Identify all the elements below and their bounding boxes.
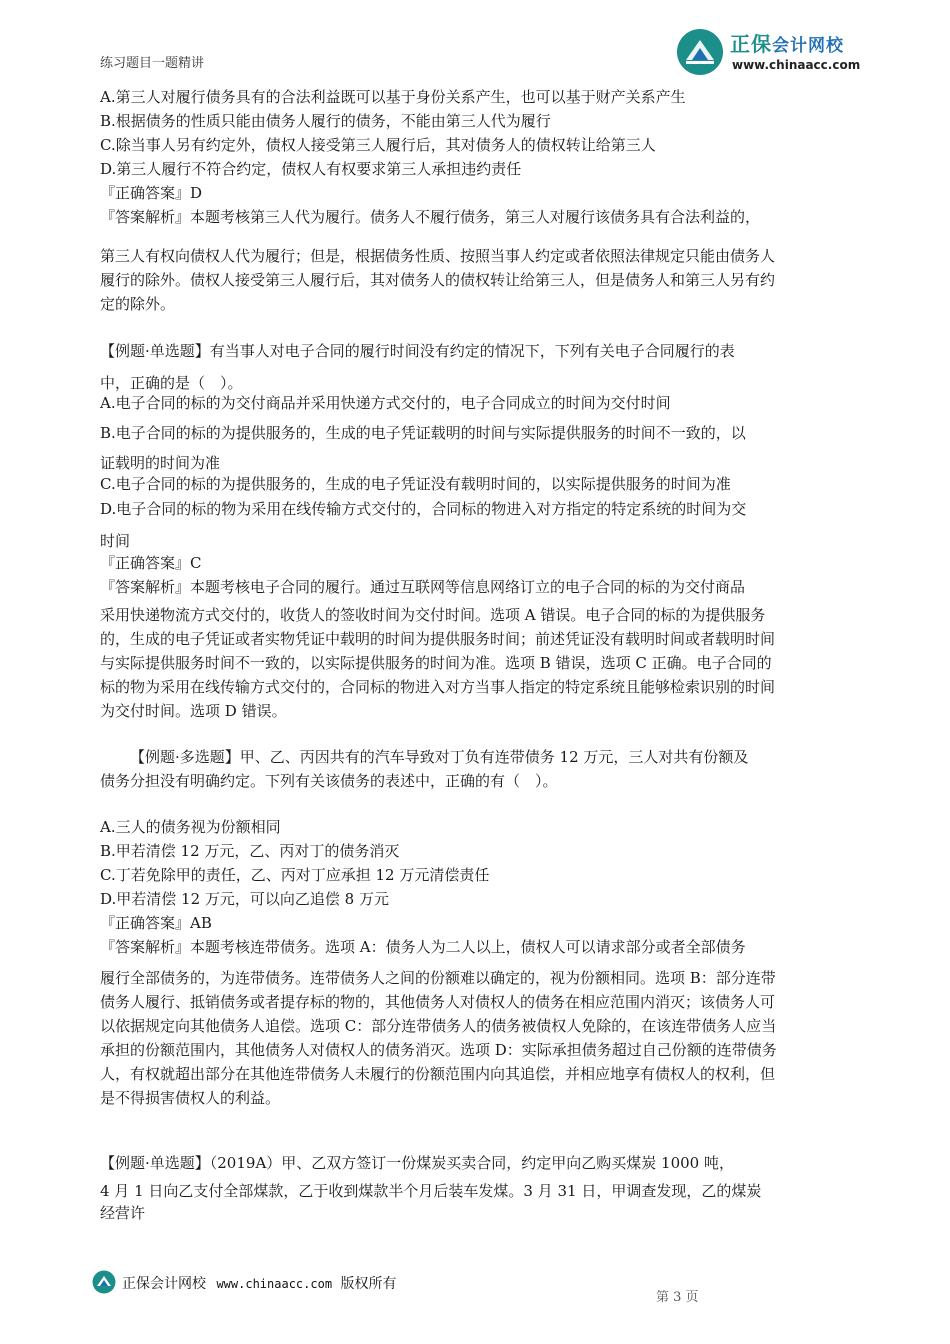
- q2-stem-clipped: 【例题·单选题】有当事人对电子合同的履行时间没有约定的情况下，下列有关电子合同履行的表: [100, 342, 735, 360]
- q3-analysis: [100, 966, 860, 1110]
- q2-analysis-line: 为交付时间。选项 D 错误。: [100, 702, 287, 720]
- footer-brand: 正保会计网校: [122, 1276, 206, 1292]
- q2-option-d-clipped: D.电子合同的标的物为采用在线传输方式交付的，合同标的物进入对方指定的特定系统的时间为交: [100, 500, 747, 518]
- q1-option-b: B.根据债务的性质只能由债务人履行的债务，不能由第三人代为履行: [100, 112, 551, 130]
- q2-option-a-clipped: A.电子合同的标的为交付商品并采用快递方式交付的，电子合同成立的时间为交付时间: [100, 394, 671, 412]
- q2-analysis-clipped: 『答案解析』本题考核电子合同的履行。通过互联网等信息网络订立的电子合同的标的为交付商品: [100, 578, 746, 596]
- footer: [92, 1270, 512, 1296]
- q4-stem-clipped: 【例题·单选题】（2019A）甲、乙双方签订一份煤炭买卖合同，约定甲向乙购买煤炭 1000 吨，: [100, 1154, 734, 1172]
- q1-option-a: A.第三人对履行债务具有的合法利益既可以基于身份关系产生，也可以基于财产关系产生: [100, 88, 686, 106]
- q2-analysis-line: 标的物为采用在线传输方式交付的，合同标的物进入对方当事人指定的特定系统且能够检索识别的时间: [100, 678, 776, 696]
- q2-answer-clipped: 『正确答案』C: [100, 554, 202, 572]
- footer-logo-icon: [92, 1270, 116, 1294]
- q4-line3-clipped: 经营许: [100, 1204, 146, 1222]
- q3-stem: [100, 745, 860, 793]
- q3-analysis-first: 『答案解析』本题考核连带债务。选项 A：债务人为二人以上，债权人可以请求部分或者全部债务: [100, 938, 746, 956]
- q3-analysis-line: 债务人履行、抵销债务或者提存标的物的，其他债务人对债权人的债务在相应范围内消灭；该债务人可: [100, 993, 776, 1011]
- q3-analysis-line: 履行全部债务的，为连带债务。连带债务人之间的份额难以确定的，视为份额相同。选项 B：部分连带: [100, 969, 776, 987]
- q2-analysis-line: 的，生成的电子凭证或者实物凭证中载明的时间为提供服务时间；前述凭证没有载明时间或者载明时间: [100, 630, 776, 648]
- footer-url[interactable]: www.chinaacc.com: [216, 1277, 333, 1291]
- q3-analysis-line: 人，有权就超出部分在其他连带债务人未履行的份额范围内向其追偿，并相应地享有债权人的权利，但: [100, 1065, 776, 1083]
- q3-option-a: A.三人的债务视为份额相同: [100, 818, 281, 836]
- q1-option-c: C.除当事人另有约定外，债权人接受第三人履行后，其对债务人的债权转让给第三人: [100, 136, 656, 154]
- q2-option-b-clipped: B.电子合同的标的为提供服务的，生成的电子凭证载明的时间与实际提供服务的时间不一致的，以: [100, 424, 746, 442]
- q2-option-b-end: 证载明的时间为准: [100, 454, 221, 472]
- page-number-clipped: 第 3 页: [656, 1290, 699, 1305]
- q3-stem-line: 【例题·多选题】甲、乙、丙因共有的汽车导致对丁负有连带债务 12 万元，三人对共有份额及: [130, 748, 749, 766]
- q3-option-d: D.甲若清偿 12 万元，可以向乙追偿 8 万元: [100, 890, 389, 908]
- q2-option-d-end: 时间: [100, 532, 131, 550]
- q3-option-c: C.丁若免除甲的责任，乙、丙对丁应承担 12 万元清偿责任: [100, 866, 490, 884]
- footer-text: [122, 1273, 397, 1293]
- q1-analysis-first: 『答案解析』本题考核第三人代为履行。债务人不履行债务，第三人对履行该债务具有合法利益的，: [100, 208, 761, 226]
- q1-option-d: D.第三人履行不符合约定，债权人有权要求第三人承担违约责任: [100, 160, 522, 178]
- q3-analysis-line: 以依据规定向其他债务人追偿。选项 C：部分连带债务人的债务被债权人免除的，在该连带债务人应当: [100, 1017, 777, 1035]
- q3-answer: 『正确答案』AB: [100, 914, 212, 932]
- q4-line2: 4 月 1 日向乙支付全部煤款，乙于收到煤款半个月后装车发煤。3 月 31 日，甲调查发现，乙的煤炭: [100, 1182, 762, 1200]
- q1-analysis-line: 定的除外。: [100, 295, 176, 313]
- q2-option-c-clipped: C.电子合同的标的为提供服务的，生成的电子凭证没有载明时间的，以实际提供服务的时间为准: [100, 475, 731, 493]
- site-logo[interactable]: [676, 24, 886, 80]
- q1-analysis: [100, 244, 860, 316]
- q3-stem-line: 债务分担没有明确约定。下列有关该债务的表述中，正确的有（ ）。: [100, 772, 558, 790]
- q2-analysis-line: 采用快递物流方式交付的，收货人的签收时间为交付时间。选项 A 错误。电子合同的标的为提供服务: [100, 606, 766, 624]
- q1-analysis-line: 履行的除外。债权人接受第三人履行后，其对债务人的债权转让给第三人，但是债务人和第三人另有约: [100, 271, 776, 289]
- logo-brand: 正保会计网校: [730, 32, 844, 56]
- q3-option-b: B.甲若清偿 12 万元，乙、丙对丁的债务消灭: [100, 842, 400, 860]
- q2-analysis-line: 与实际提供服务时间不一致的，以实际提供服务的时间为准。选项 B 错误，选项 C 正确。电子合同的: [100, 654, 772, 672]
- q2-stem-end: 中，正确的是（ ）。: [100, 374, 243, 392]
- logo-emblem-icon: [676, 28, 724, 76]
- q1-answer: 『正确答案』D: [100, 184, 203, 202]
- top-header-fragment: 练习题目一题精讲: [100, 56, 205, 71]
- q3-analysis-line: 承担的份额范围内，其他债务人对债权人的债务消灭。选项 D：实际承担债务超过自己份额的连带债务: [100, 1041, 777, 1059]
- q1-analysis-line: 第三人有权向债权人代为履行；但是，根据债务性质、按照当事人约定或者依照法律规定只能由债务人: [100, 247, 776, 265]
- q3-analysis-line: 是不得损害债权人的利益。: [100, 1089, 281, 1107]
- q2-analysis: [100, 603, 860, 723]
- logo-url: www.chinaacc.com: [732, 58, 861, 72]
- footer-rights: 版权所有: [340, 1276, 397, 1292]
